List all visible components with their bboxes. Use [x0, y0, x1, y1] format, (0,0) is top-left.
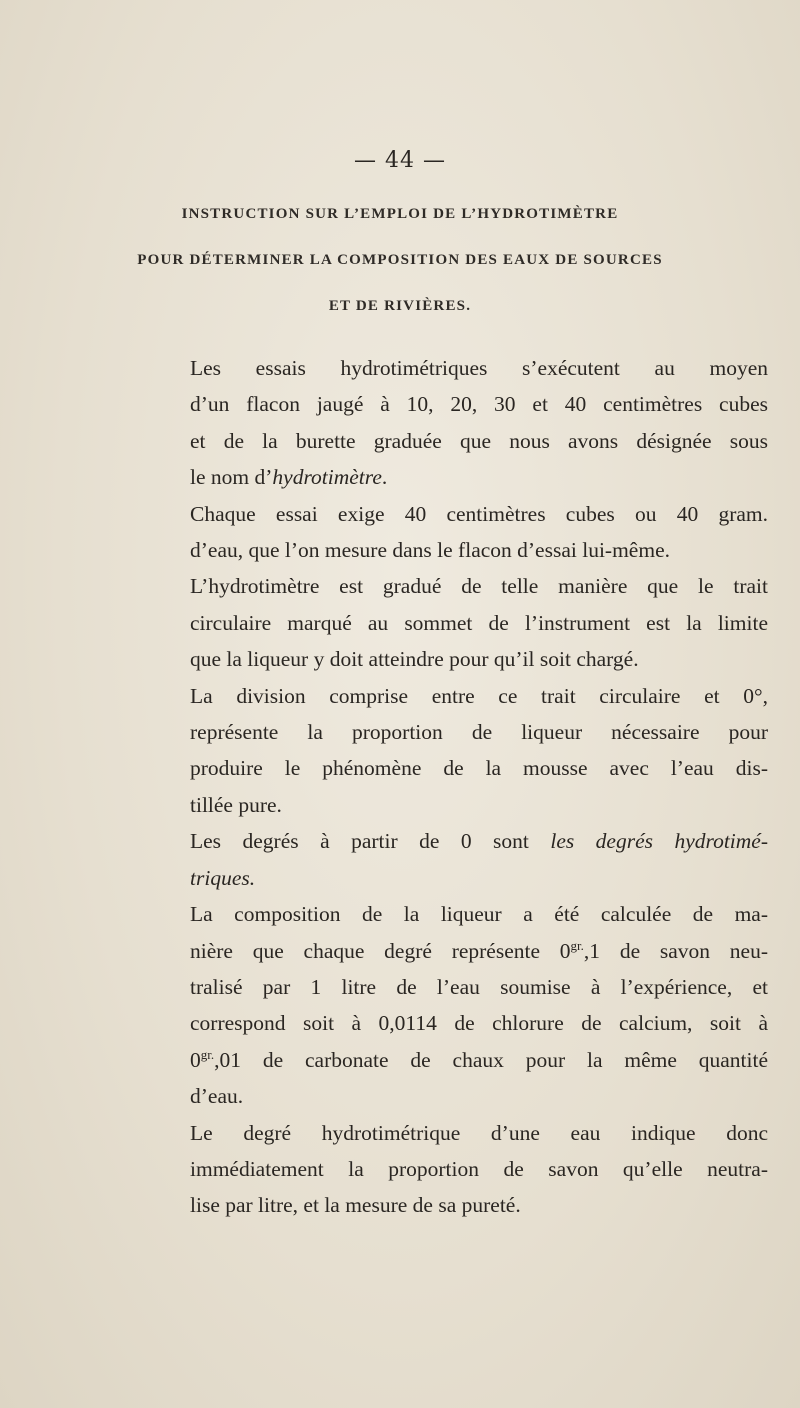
text-fragment: . [381, 465, 388, 490]
paragraph-4 [168, 678, 768, 824]
section-title-line-1: INSTRUCTION SUR L’EMPLOI DE L’HYDROTIMÈTRE [181, 206, 619, 222]
text-fragment: le nom d’ [190, 465, 273, 490]
text-line: L’hydrotimètre est gradué de telle manière que le trait [190, 574, 768, 599]
italic-term: les degrés hydrotimé- [550, 829, 768, 854]
text-line: lise par litre, et la mesure de sa pureté. [190, 1193, 521, 1218]
paragraph-2 [168, 496, 768, 569]
text-line: d’eau, que l’on mesure dans le flacon d’essai lui-même. [190, 538, 670, 563]
paragraph-6 [168, 896, 768, 1114]
text-line: d’un flacon jaugé à 10, 20, 30 et 40 centimètres cubes [190, 392, 768, 417]
text-line [168, 459, 768, 495]
text-fragment: nière que chaque degré représente 0 [190, 938, 571, 963]
text-line: immédiatement la proportion de savon qu’elle neutra- [190, 1156, 768, 1181]
unit-superscript: gr. [200, 1046, 215, 1062]
italic-term: hydrotimètre [272, 465, 382, 490]
text-line: et de la burette graduée que nous avons désignée sous [190, 428, 768, 453]
text-line: d’eau. [190, 1084, 244, 1109]
text-line: Le degré hydrotimétrique d’une eau indique donc [190, 1120, 768, 1145]
text-line: représente la proportion de liqueur nécessaire pour [190, 720, 768, 745]
section-title-line-2: POUR DÉTERMINER LA COMPOSITION DES EAUX DE SOURCES [137, 252, 663, 268]
text-line: tralisé par 1 litre de l’eau soumise à l’expérience, et [190, 974, 768, 999]
text-line: Les essais hydrotimétriques s’exécutent au moyen [190, 356, 768, 380]
text-line [168, 933, 768, 969]
text-line: correspond soit à 0,0114 de chlorure de calcium, soit à [190, 1011, 768, 1036]
text-line [168, 1042, 768, 1078]
text-fragment: Les degrés à partir de 0 sont [190, 829, 551, 854]
section-title-line-3: ET DE RIVIÈRES. [328, 298, 472, 314]
body-text [168, 350, 768, 1224]
text-line: produire le phénomène de la mousse avec l’eau dis- [190, 756, 768, 781]
paragraph-7 [168, 1115, 768, 1224]
text-fragment: 0 [190, 1047, 201, 1072]
paragraph-1 [168, 350, 768, 496]
text-line: La division comprise entre ce trait circulaire et 0°, [190, 683, 768, 708]
page-number: — 44 — [354, 148, 446, 173]
paragraph-5 [168, 823, 768, 896]
text-line: circulaire marqué au sommet de l’instrument est la limite [190, 610, 768, 635]
text-line: triques. [190, 865, 256, 890]
paragraph-3 [168, 568, 768, 677]
text-fragment: ,1 de savon neu- [583, 938, 768, 963]
text-fragment: ,01 de carbonate de chaux pour la même quantité [214, 1047, 768, 1072]
text-line: tillée pure. [190, 792, 282, 817]
text-line: Chaque essai exige 40 centimètres cubes ou 40 gram. [190, 501, 768, 526]
text-line [168, 823, 768, 859]
text-line: La composition de la liqueur a été calculée de ma- [190, 902, 768, 927]
unit-superscript: gr. [570, 937, 584, 953]
text-line: que la liqueur y doit atteindre pour qu’il soit chargé. [190, 647, 639, 672]
